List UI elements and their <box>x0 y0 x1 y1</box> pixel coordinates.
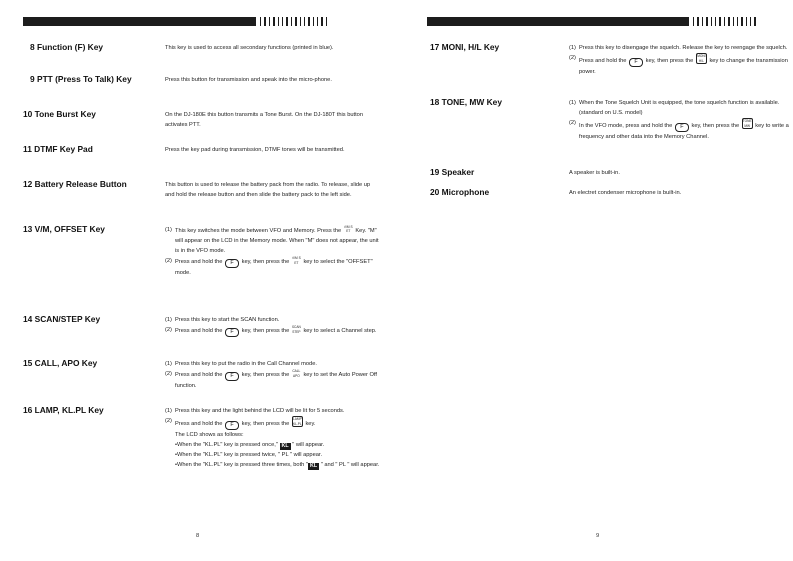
item-text: key, then press the <box>645 58 694 65</box>
entry-body <box>569 43 789 77</box>
list-item <box>165 315 381 325</box>
header-rule <box>427 17 756 26</box>
item-text: Press and hold the <box>175 421 223 428</box>
item-text: key, then press the <box>241 372 290 379</box>
vm-key-icon: V/M SET <box>343 225 353 234</box>
item-text: " and " PL " will appear. <box>320 462 380 469</box>
item-text: Press this key to start the SCAN function. <box>175 317 280 323</box>
f-key-icon: F <box>225 421 239 430</box>
list-item <box>165 416 381 430</box>
f-key-icon: F <box>225 372 239 381</box>
f-key-icon: F <box>225 259 239 268</box>
item-text: key to change the transmission power. <box>579 58 788 75</box>
item-text: When the Tone Squelch Unit is equipped, the tone squelch function is available. (standard on U.S. model) <box>579 100 780 117</box>
list-item <box>569 118 789 142</box>
lcd-twice-line: •When the "KL.PL" key is pressed twice, " PL " will appear. <box>175 452 323 459</box>
item-text: " <box>305 462 308 469</box>
item-text: key. <box>305 421 316 428</box>
page-number: 9 <box>596 533 600 539</box>
call-key-icon: CALL APO <box>292 369 301 378</box>
entry-heading: 19 Speaker <box>430 167 475 177</box>
item-text: Press this key to put the radio in the Call Channel mode. <box>175 361 317 367</box>
list-item <box>165 325 381 337</box>
entry-heading: 11 DTMF Key Pad <box>23 144 93 154</box>
list-item <box>165 406 381 416</box>
page-number: 8 <box>196 533 200 539</box>
entry-body: An electret condenser microphone is built-in. <box>569 190 682 196</box>
entry-heading: 13 V/M, OFFSET Key <box>23 224 105 234</box>
entry-body: This key is used to access all secondary functions (printed in blue). <box>165 45 334 51</box>
entry-heading: 9 PTT (Press To Talk) Key <box>30 74 132 84</box>
item-text: Press this key and the light behind the LCD will be lit for 5 seconds. <box>175 408 345 414</box>
item-number: (1) <box>165 361 172 367</box>
lcd-shows-line: The LCD shows as follows: <box>175 431 244 438</box>
entry-body: Press the key pad during transmission, DTMF tones will be transmitted. <box>165 147 345 153</box>
entry-heading: 12 Battery Release Button <box>23 179 127 189</box>
item-number: (2) <box>569 120 576 127</box>
kl-lcd-icon: KL <box>281 442 289 449</box>
item-text: Press this key to disengage the squelch. Release the key to reengage the squelch. <box>579 45 788 51</box>
item-number: (2) <box>165 418 172 425</box>
entry-heading: 17 MONI, H/L Key <box>430 42 500 52</box>
item-number: (2) <box>165 258 172 265</box>
item-text: •When the "KL.PL" key is pressed three times, both <box>175 462 305 469</box>
f-key-icon: F <box>629 58 643 67</box>
item-text: key, then press the <box>241 259 290 266</box>
entry-body: This button is used to release the battery pack from the radio. To release, slide up and hold the release button and then slide the battery pack to the left side. <box>165 182 371 199</box>
entry-heading: 16 LAMP, KL.PL Key <box>23 405 104 415</box>
item-number: (1) <box>569 100 576 106</box>
item-text: key to select the "OFFSET" mode. <box>175 259 373 277</box>
right-page <box>397 0 793 561</box>
lcd-three-line <box>165 460 381 470</box>
entry-heading: 8 Function (F) Key <box>30 42 104 52</box>
list-item <box>569 43 789 53</box>
f-key-icon: F <box>675 123 689 132</box>
scan-key-icon: SCAN STEP <box>291 325 301 334</box>
item-text: Key. "M" will appear on the LCD in the Memory mode. When "M" does not appear, the unit is in the VFO mode. <box>175 228 379 255</box>
item-text: key, then press the <box>241 421 290 428</box>
item-text: In the VFO mode, press and hold the <box>579 123 673 130</box>
entry-heading: 15 CALL, APO Key <box>23 358 98 368</box>
item-text: key to write a frequency and other data into the Memory Channel. <box>579 123 789 140</box>
lamp-key-icon: LAMP KL.PL <box>293 417 302 426</box>
lcd-once-line <box>165 440 381 450</box>
entry-body <box>165 225 381 278</box>
entry-body: On the DJ-180E this button transmits a Tone Burst. On the DJ-180T this button activates PTT. <box>165 112 364 129</box>
entry-body <box>165 359 381 391</box>
item-number: (1) <box>165 227 172 233</box>
list-item <box>165 359 381 369</box>
entry-heading: 18 TONE, MW Key <box>430 97 502 107</box>
item-number: (2) <box>165 371 172 378</box>
item-text: Press and hold the <box>175 259 223 266</box>
header-rule <box>23 17 327 26</box>
item-text: This key switches the mode between VFO and Memory. Press the <box>175 228 342 234</box>
list-item <box>165 225 381 256</box>
item-text: Press and hold the <box>175 372 223 379</box>
item-text: key, then press the <box>691 123 740 130</box>
vm-key-icon: V/M SET <box>292 256 301 265</box>
item-text: key to select a Channel step. <box>303 328 377 335</box>
entry-heading: 10 Tone Burst Key <box>23 109 96 119</box>
entry-body <box>569 98 789 142</box>
entry-body: Press this button for transmission and speak into the micro-phone. <box>165 77 332 83</box>
item-number: (2) <box>569 55 576 62</box>
item-number: (1) <box>165 408 172 414</box>
item-text: key, then press the <box>241 328 290 335</box>
list-item <box>569 98 789 118</box>
list-item <box>569 53 789 77</box>
f-key-icon: F <box>225 328 239 337</box>
entry-body <box>165 315 381 337</box>
item-number: (1) <box>569 45 576 51</box>
item-number: (2) <box>165 327 172 334</box>
item-text: Press and hold the <box>579 58 627 65</box>
item-text: Press and hold the <box>175 328 223 335</box>
entry-body: A speaker is built-in. <box>569 170 620 176</box>
item-text: •When the "KL.PL" key is pressed once," <box>175 441 278 448</box>
entry-body <box>165 406 381 470</box>
entry-heading: 14 SCAN/STEP Key <box>23 314 101 324</box>
item-text: key to set the Auto Power Off function. <box>175 372 378 389</box>
list-item <box>165 369 381 391</box>
entry-heading: 20 Microphone <box>430 187 490 197</box>
item-text: " will appear. <box>292 441 325 448</box>
moni-key-icon: MONI H/L <box>697 54 706 63</box>
item-number: (1) <box>165 317 172 323</box>
tone-key-icon: TONE MW <box>742 119 752 128</box>
list-item <box>165 256 381 278</box>
kl-lcd-icon: KL <box>309 463 318 470</box>
